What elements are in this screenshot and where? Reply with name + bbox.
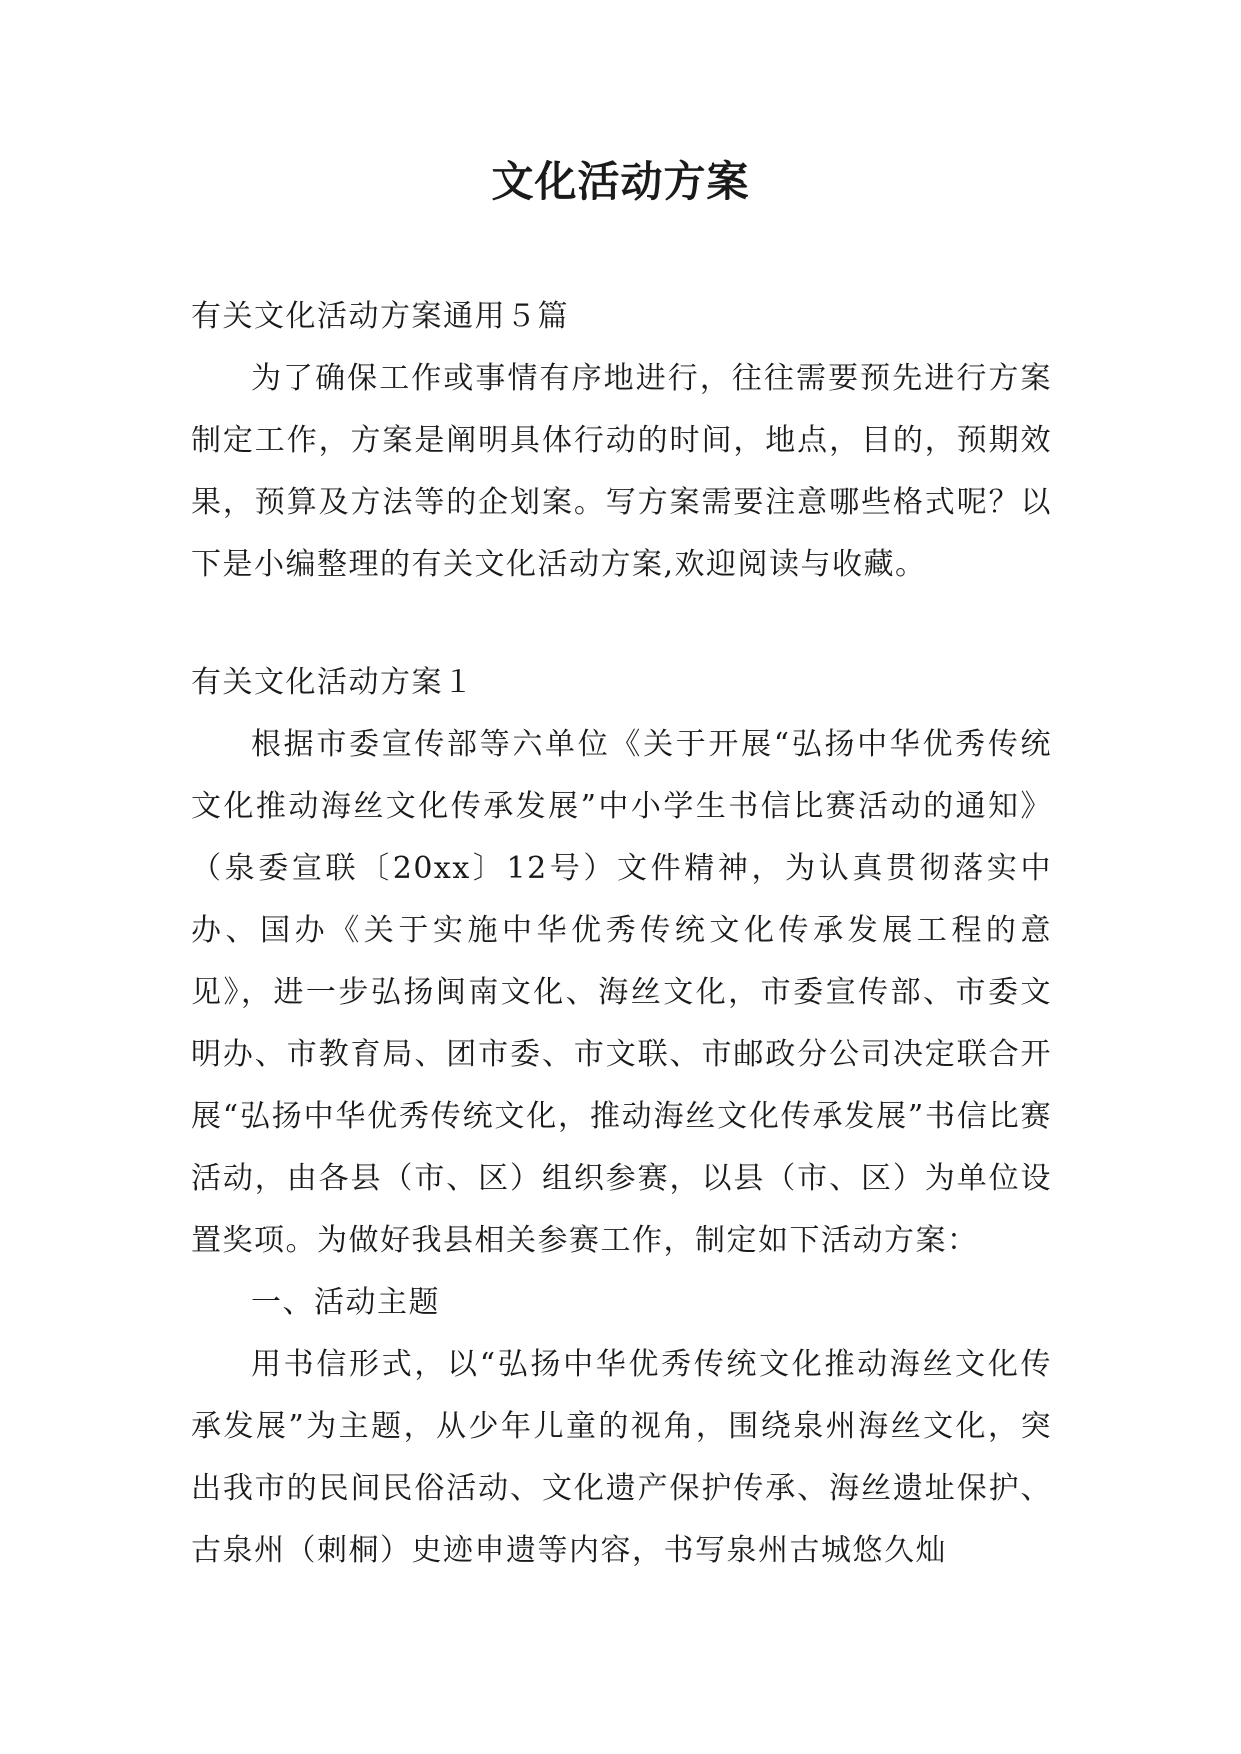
section-title: 有关文化活动方案１ [191, 665, 475, 700]
theme-paragraph: 用书信形式，以“弘扬中华优秀传统文化推动海丝文化传承发展”为主题，从少年儿童的视角，围绕泉州海丝文化，突出我市的民间民俗活动、文化遗产保护传承、海丝遗址保护、古泉州（刺桐）史迹申遗等内容，书写泉州古城悠久灿 [191, 1347, 1052, 1568]
document-title: 文化活动方案 [491, 157, 750, 206]
section-heading: 一、活动主题 [251, 1285, 440, 1320]
intro-paragraph: 为了确保工作或事情有序地进行，往往需要预先进行方案制定工作，方案是阐明具体行动的时间，地点，目的，预期效果，预算及方法等的企划案。写方案需要注意哪些格式呢？以下是小编整理的有关文化活动方案,欢迎阅读与收藏。 [191, 361, 1052, 582]
document-subtitle: 有关文化活动方案通用５篇 [191, 299, 569, 334]
document-body [191, 286, 1052, 1582]
section-paragraph: 根据市委宣传部等六单位《关于开展“弘扬中华优秀传统文化推动海丝文化传承发展”中小学生书信比赛活动的通知》（泉委宣联〔20xx〕12号）文件精神，为认真贯彻落实中办、国办《关于实施中华优秀传统文化传承发展工程的意见》，进一步弘扬闽南文化、海丝文化，市委宣传部、市委文明办、市教育局、团市委、市文联、市邮政分公司决定联合开展“弘扬中华优秀传统文化，推动海丝文化传承发展”书信比赛活动，由各县（市、区）组织参赛，以县（市、区）为单位设置奖项。为做好我县相关参赛工作，制定如下活动方案： [191, 727, 1052, 1258]
